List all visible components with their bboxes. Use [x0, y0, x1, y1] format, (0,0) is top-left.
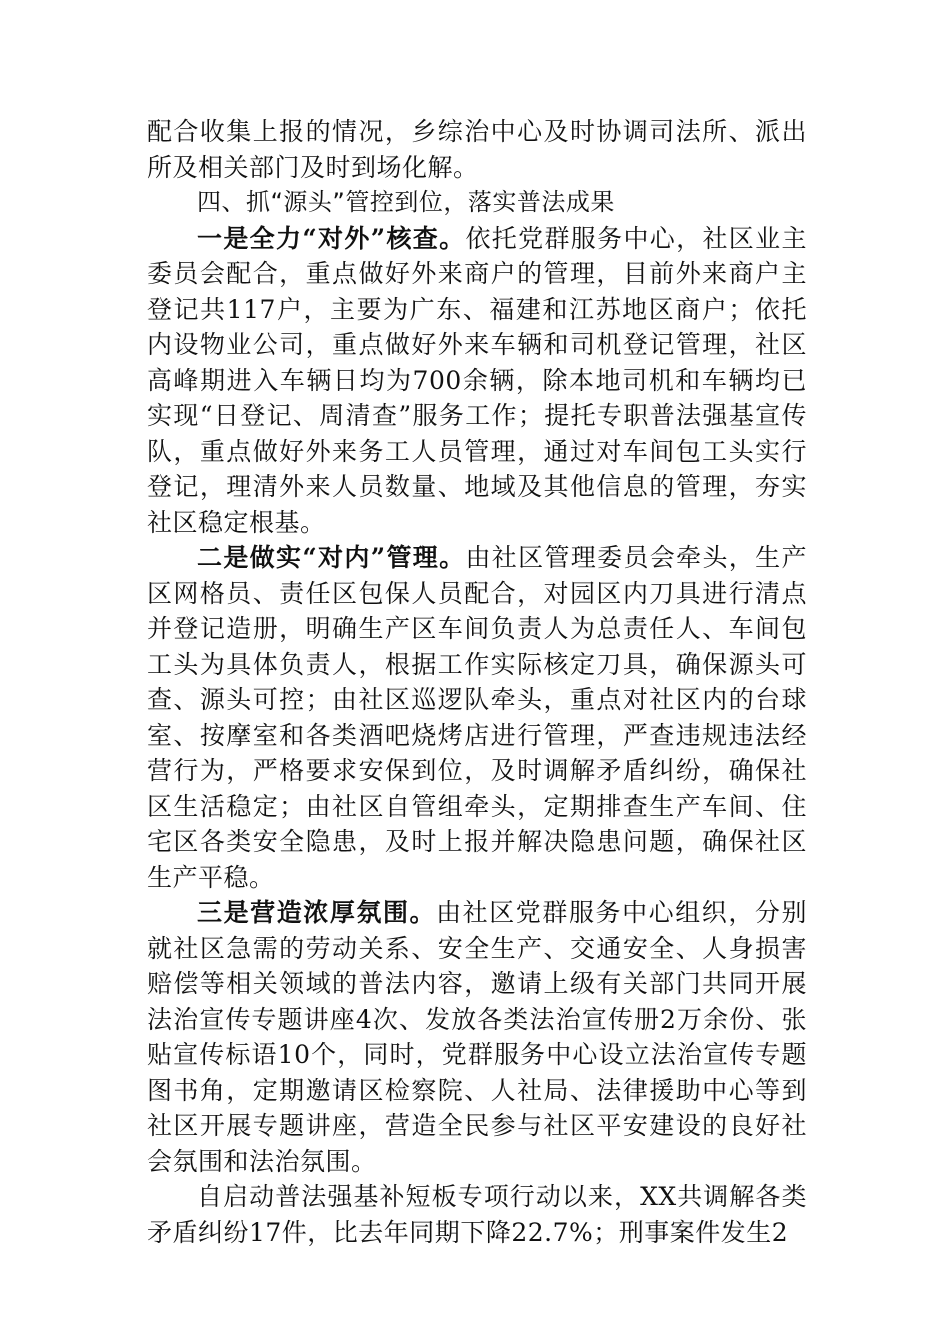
continuation-paragraph: 配合收集上报的情况，乡综治中心及时协调司法所、派出所及相关部门及时到场化解。 [147, 117, 807, 182]
paragraph-lead: 三是营造浓厚氛围。 [197, 898, 437, 927]
document-body [147, 114, 807, 1250]
paragraph-text: 由社区党群服务中心组织，分别就社区急需的劳动关系、安全生产、交通安全、人身损害赔偿等相关领域的普法内容，邀请上级有关部门共同开展法治宣传专题讲座4次、发放各类法治宣传册2万余份、张贴宣传标语10个，同时，党群服务中心设立法治宣传专题图书角，定期邀请区检察院、人社局、法律援助中心等到社区开展专题讲座，营造全民参与社区平安建设的良好社会氛围和法治氛围。 [147, 898, 807, 1176]
paragraph-text: 由社区管理委员会牵头，生产区网格员、责任区包保人员配合，对园区内刀具进行清点并登记造册，明确生产区车间负责人为总责任人、车间包工头为具体负责人，根据工作实际核定刀具，确保源头可查、源头可控；由社区巡逻队牵头，重点对社区内的台球室、按摩室和各类酒吧烧烤店进行管理，严查违规违法经营行为，严格要求安保到位，及时调解矛盾纠纷，确保社区生活稳定；由社区自管组牵头，定期排查生产车间、住宅区各类安全隐患，及时上报并解决隐患问题，确保社区生产平稳。 [147, 543, 807, 892]
paragraph-text: 依托党群服务中心，社区业主委员会配合，重点做好外来商户的管理，目前外来商户主登记共117户，主要为广东、福建和江苏地区商户；依托内设物业公司，重点做好外来车辆和司机登记管理，社区高峰期进入车辆日均为700余辆，除本地司机和车辆均已实现“日登记、周清查”服务工作；提托专职普法强基宣传队，重点做好外来务工人员管理，通过对车间包工头实行登记，理清外来人员数量、地域及其他信息的管理，夯实社区稳定根基。 [147, 223, 807, 537]
paragraph-internal-management [147, 540, 807, 895]
section-heading: 四、抓“源头”管控到位，落实普法成果 [197, 188, 615, 216]
paragraph-lead: 二是做实“对内”管理。 [197, 543, 466, 572]
paragraph-lead: 一是全力“对外”核查。 [197, 223, 466, 253]
paragraph-atmosphere [147, 895, 807, 1179]
paragraph-external-check [147, 221, 807, 541]
closing-paragraph: 自启动普法强基补短板专项行动以来，XX共调解各类矛盾纠纷17件，比去年同期下降22.7%；刑事案件发生2 [147, 1182, 807, 1247]
